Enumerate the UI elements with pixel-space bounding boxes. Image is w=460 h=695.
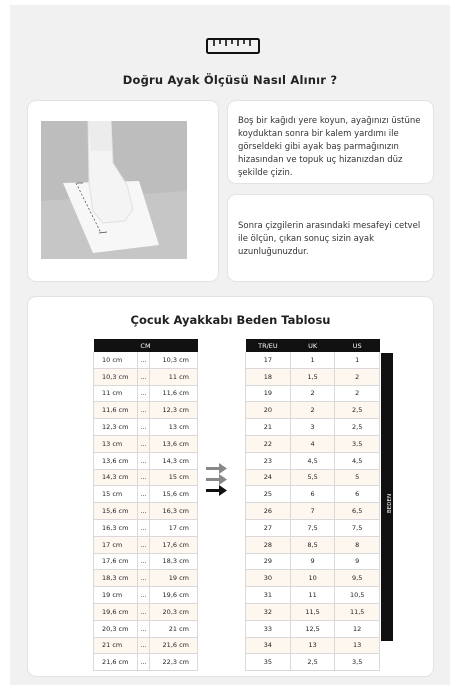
size-tr-eu: 25: [246, 486, 291, 503]
size-tr-eu: 21: [246, 419, 291, 436]
cm-row: [94, 570, 198, 587]
size-row: [246, 587, 380, 604]
size-tr-eu: 23: [246, 452, 291, 469]
size-us: 6: [335, 486, 380, 503]
cm-row: [94, 536, 198, 553]
cm-separator: ...: [138, 486, 150, 503]
cm-row: [94, 385, 198, 402]
cm-from: 10 cm: [94, 352, 138, 368]
cm-row: [94, 519, 198, 536]
size-uk: 13: [290, 637, 335, 654]
cm-table: [93, 339, 198, 671]
size-row: [246, 368, 380, 385]
cm-row: [94, 587, 198, 604]
size-us: 7,5: [335, 519, 380, 536]
cm-to: 21,6 cm: [149, 637, 197, 654]
size-us: 8: [335, 536, 380, 553]
size-tr-eu: 28: [246, 536, 291, 553]
cm-to: 16,3 cm: [149, 503, 197, 520]
cm-to: 15 cm: [149, 469, 197, 486]
size-tr-eu: 18: [246, 368, 291, 385]
cm-separator: ...: [138, 637, 150, 654]
cm-row: [94, 368, 198, 385]
size-uk: 7,5: [290, 519, 335, 536]
cm-from: 19,6 cm: [94, 603, 138, 620]
size-header-uk: UK: [290, 339, 335, 352]
cm-from: 15 cm: [94, 486, 138, 503]
size-row: [246, 553, 380, 570]
size-uk: 12,5: [290, 620, 335, 637]
cm-separator: ...: [138, 419, 150, 436]
cm-row: [94, 435, 198, 452]
size-row: [246, 452, 380, 469]
size-us: 6,5: [335, 503, 380, 520]
size-row: [246, 352, 380, 368]
size-tr-eu: 34: [246, 637, 291, 654]
size-us: 10,5: [335, 587, 380, 604]
size-tr-eu: 30: [246, 570, 291, 587]
size-row: [246, 570, 380, 587]
page: [10, 5, 450, 685]
instruction-card-2: [227, 194, 434, 282]
cm-header: CM: [94, 339, 198, 352]
cm-to: 10,3 cm: [149, 352, 197, 368]
cm-to: 13 cm: [149, 419, 197, 436]
cm-row: [94, 452, 198, 469]
size-chart-card: [27, 296, 434, 677]
cm-to: 19 cm: [149, 570, 197, 587]
cm-to: 21 cm: [149, 620, 197, 637]
instruction-card-1: [227, 100, 434, 184]
cm-row: [94, 503, 198, 520]
cm-row: [94, 553, 198, 570]
size-uk: 1: [290, 352, 335, 368]
size-uk: 2,5: [290, 654, 335, 671]
cm-to: 18,3 cm: [149, 553, 197, 570]
size-us: 5: [335, 469, 380, 486]
cm-row: [94, 419, 198, 436]
instruction-step-2: Sonra çizgilerin arasındaki mesafeyi cetvel ile ölçün, çıkan sonuç sizin ayak uzunluğunuzdur.: [238, 221, 421, 257]
size-us: 2,5: [335, 419, 380, 436]
size-row: [246, 519, 380, 536]
cm-row: [94, 620, 198, 637]
size-tr-eu: 31: [246, 587, 291, 604]
size-row: [246, 435, 380, 452]
cm-separator: ...: [138, 503, 150, 520]
size-us: 12: [335, 620, 380, 637]
cm-from: 11 cm: [94, 385, 138, 402]
page-title: Doğru Ayak Ölçüsü Nasıl Alınır ?: [122, 73, 338, 87]
cm-row: [94, 603, 198, 620]
size-us: 3,5: [335, 654, 380, 671]
size-us: 4,5: [335, 452, 380, 469]
cm-to: 11 cm: [149, 368, 197, 385]
cm-row: [94, 637, 198, 654]
size-us: 2,5: [335, 402, 380, 419]
cm-separator: ...: [138, 654, 150, 671]
size-tr-eu: 35: [246, 654, 291, 671]
size-uk: 11,5: [290, 603, 335, 620]
cm-to: 17,6 cm: [149, 536, 197, 553]
arrows-icon: [206, 463, 228, 499]
cm-separator: ...: [138, 519, 150, 536]
size-uk: 4,5: [290, 452, 335, 469]
cm-separator: ...: [138, 352, 150, 368]
cm-from: 11,6 cm: [94, 402, 138, 419]
size-tr-eu: 20: [246, 402, 291, 419]
size-tr-eu: 22: [246, 435, 291, 452]
cm-to: 12,3 cm: [149, 402, 197, 419]
cm-separator: ...: [138, 452, 150, 469]
size-uk: 2: [290, 402, 335, 419]
cm-separator: ...: [138, 587, 150, 604]
cm-from: 16,3 cm: [94, 519, 138, 536]
size-row: [246, 620, 380, 637]
size-us: 13: [335, 637, 380, 654]
size-chart-title: Çocuk Ayakkabı Beden Tablosu: [130, 313, 331, 327]
size-us: 3,5: [335, 435, 380, 452]
cm-from: 19 cm: [94, 587, 138, 604]
size-row: [246, 637, 380, 654]
size-tr-eu: 33: [246, 620, 291, 637]
size-tr-eu: 27: [246, 519, 291, 536]
cm-separator: ...: [138, 553, 150, 570]
size-row: [246, 385, 380, 402]
size-row: [246, 503, 380, 520]
cm-separator: ...: [138, 536, 150, 553]
cm-separator: ...: [138, 603, 150, 620]
instruction-step-1: Boş bir kağıdı yere koyun, ayağınızı üstüne koyduktan sonra bir kalem yardımı ile görseldeki gibi ayak baş parmağınızın hizasından ve topuk uç hizanızdan düz şekilde çizin.: [238, 116, 421, 178]
cm-from: 21 cm: [94, 637, 138, 654]
cm-separator: ...: [138, 469, 150, 486]
cm-separator: ...: [138, 368, 150, 385]
cm-separator: ...: [138, 402, 150, 419]
beden-side-bar: [381, 353, 393, 641]
size-tr-eu: 29: [246, 553, 291, 570]
cm-from: 10,3 cm: [94, 368, 138, 385]
cm-to: 15,6 cm: [149, 486, 197, 503]
size-tr-eu: 17: [246, 352, 291, 368]
cm-to: 14,3 cm: [149, 452, 197, 469]
cm-row: [94, 402, 198, 419]
foot-measure-photo: [41, 121, 187, 259]
cm-from: 17 cm: [94, 536, 138, 553]
size-uk: 2: [290, 385, 335, 402]
size-row: [246, 654, 380, 671]
size-uk: 8,5: [290, 536, 335, 553]
beden-label: BEDEN: [387, 493, 393, 513]
cm-to: 19,6 cm: [149, 587, 197, 604]
size-header-tr-eu: TR/EU: [246, 339, 291, 352]
size-header-us: US: [335, 339, 380, 352]
cm-from: 18,3 cm: [94, 570, 138, 587]
size-uk: 9: [290, 553, 335, 570]
size-tr-eu: 32: [246, 603, 291, 620]
size-row: [246, 536, 380, 553]
size-uk: 11: [290, 587, 335, 604]
cm-to: 17 cm: [149, 519, 197, 536]
cm-to: 13,6 cm: [149, 435, 197, 452]
size-us: 9,5: [335, 570, 380, 587]
size-table: [245, 339, 380, 671]
size-uk: 6: [290, 486, 335, 503]
cm-row: [94, 486, 198, 503]
size-row: [246, 603, 380, 620]
cm-row: [94, 469, 198, 486]
size-tr-eu: 24: [246, 469, 291, 486]
cm-separator: ...: [138, 385, 150, 402]
size-us: 9: [335, 553, 380, 570]
size-us: 2: [335, 368, 380, 385]
size-us: 2: [335, 385, 380, 402]
cm-from: 12,3 cm: [94, 419, 138, 436]
size-row: [246, 486, 380, 503]
cm-separator: ...: [138, 620, 150, 637]
size-uk: 3: [290, 419, 335, 436]
cm-from: 13 cm: [94, 435, 138, 452]
size-uk: 10: [290, 570, 335, 587]
cm-from: 14,3 cm: [94, 469, 138, 486]
cm-to: 22,3 cm: [149, 654, 197, 671]
size-uk: 4: [290, 435, 335, 452]
ruler-icon: [206, 38, 260, 54]
cm-from: 15,6 cm: [94, 503, 138, 520]
cm-separator: ...: [138, 435, 150, 452]
size-row: [246, 419, 380, 436]
cm-from: 17,6 cm: [94, 553, 138, 570]
size-us: 1: [335, 352, 380, 368]
size-tr-eu: 19: [246, 385, 291, 402]
cm-row: [94, 654, 198, 671]
cm-from: 13,6 cm: [94, 452, 138, 469]
size-row: [246, 402, 380, 419]
size-uk: 7: [290, 503, 335, 520]
cm-to: 11,6 cm: [149, 385, 197, 402]
cm-from: 20,3 cm: [94, 620, 138, 637]
cm-from: 21,6 cm: [94, 654, 138, 671]
cm-separator: ...: [138, 570, 150, 587]
size-tr-eu: 26: [246, 503, 291, 520]
size-uk: 5,5: [290, 469, 335, 486]
cm-to: 20,3 cm: [149, 603, 197, 620]
size-us: 11,5: [335, 603, 380, 620]
foot-measure-photo-card: [27, 100, 219, 282]
size-row: [246, 469, 380, 486]
cm-row: [94, 352, 198, 368]
size-uk: 1,5: [290, 368, 335, 385]
